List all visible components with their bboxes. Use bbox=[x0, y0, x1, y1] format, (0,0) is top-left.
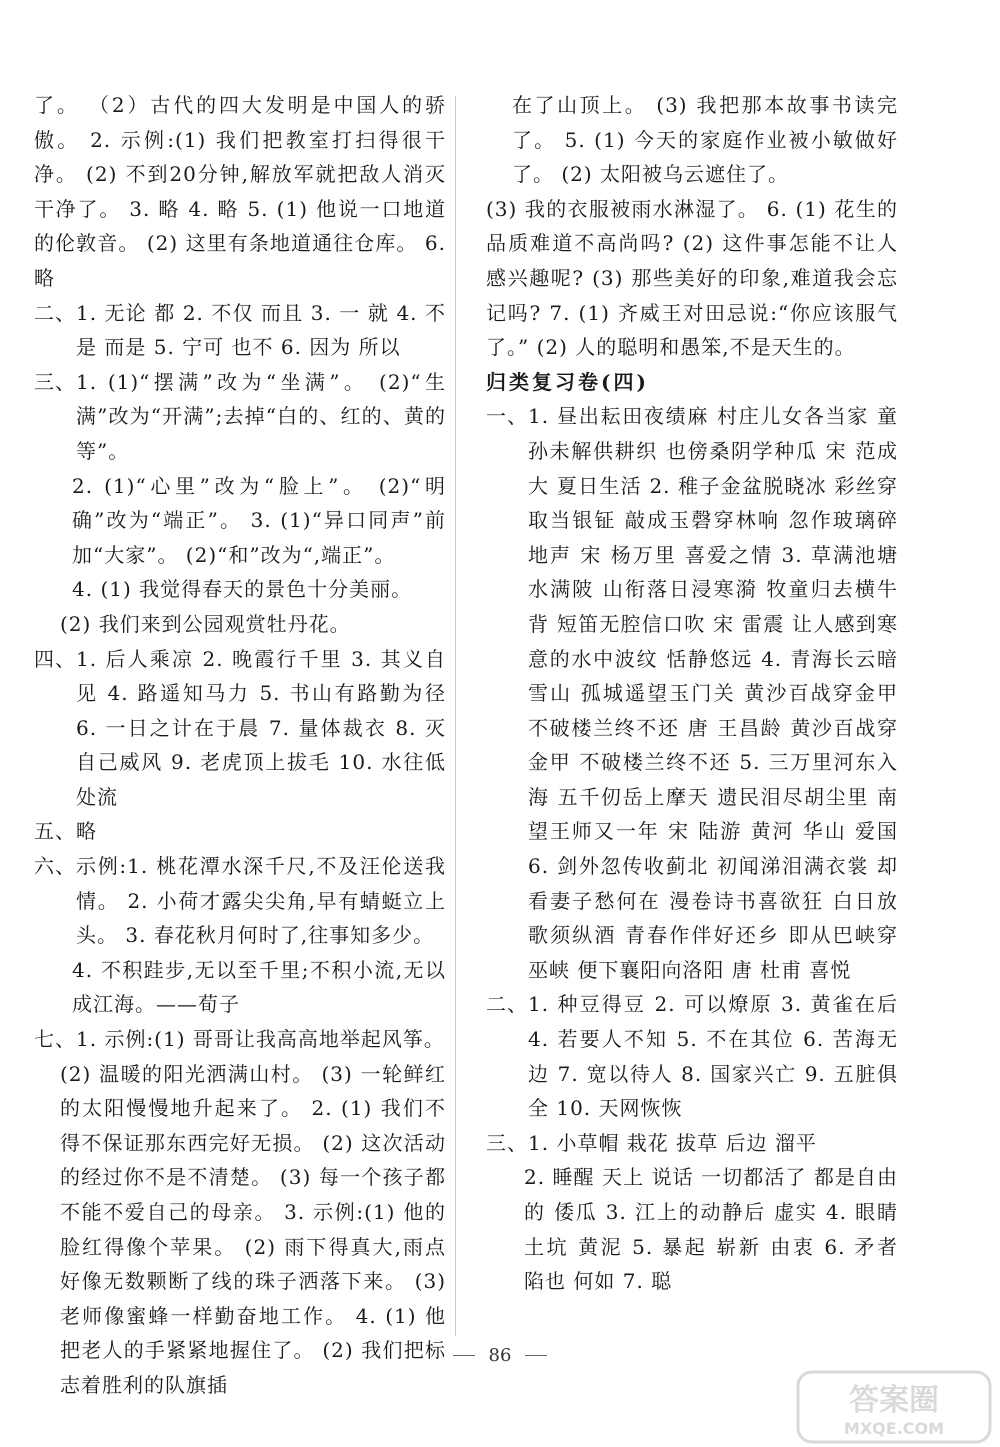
section-6 bbox=[34, 849, 446, 953]
section-6-marker: 六、 bbox=[34, 854, 76, 879]
section-4-text: 1. 后人乘凉 2. 晚霞行千里 3. 其义自见 4. 路遥知马力 5. 书山有路勤为径 6. 一日之计在于晨 7. 量体裁衣 8. 灭自己威风 9. 老虎顶上拔毛 10. 水往低处流 bbox=[76, 646, 446, 809]
section-7-part-2: (2) 温暖的阳光洒满山村。 (3) 一轮鲜红的太阳慢慢地升起来了。 2. (1) 我们不得不保证那东西完好无损。 (2) 这次活动的经过你不是不清楚。 (3) 每一个孩子都不能不爱自己的母亲。 3. 示例:(1) 他的脸红得像个苹果。 (2) 雨下得真大,雨点好像无数颗断了线的珠子洒落下来。 (3) 老师像蜜蜂一样勤奋地工作。 4. (1) 他把老人的手紧紧地握住了。 (2) 我们把标志着胜利的队旗插 bbox=[60, 1061, 446, 1397]
section-5-marker: 五、 bbox=[34, 819, 76, 844]
footer-dash-right bbox=[525, 1355, 547, 1356]
section-3-marker: 三、 bbox=[34, 369, 76, 394]
watermark-logo-icon bbox=[796, 1370, 992, 1444]
section-4 bbox=[34, 642, 446, 815]
review-section-1-marker: 一、 bbox=[486, 404, 528, 429]
watermark-text-main: 答案圈 bbox=[849, 1383, 939, 1418]
section-title: 归类复习卷(四) bbox=[486, 369, 649, 394]
review-section-2 bbox=[486, 987, 898, 1125]
section-3 bbox=[34, 365, 446, 469]
right-intro-part-2: (3) 我的衣服被雨水淋湿了。 6. (1) 花生的品质难道不高尚吗? (2) 这件事怎能不让人感兴趣呢? (3) 那些美好的印象,难道我会忘记吗? 7. (1) 齐威王对田忌说:“你应该服气了。” (2) 人的聪明和愚笨,不是天生的。 bbox=[486, 196, 898, 360]
section-3-text: 1. (1)“摆满”改为“坐满”。 (2)“生满”改为“开满”;去掉“白的、红的、黄的等”。 bbox=[76, 369, 446, 463]
review-section-3-part-2: 2. 睡醒 天上 说话 一切都活了 都是自由的 倭瓜 3. 江上的动静后 虚实 4. 眼睛 土坑 黄泥 5. 暴起 崭新 由衷 6. 矛者 陷也 何如 7. 聪 bbox=[524, 1165, 898, 1294]
watermark-logo bbox=[796, 1370, 992, 1444]
left-intro: 了。 （2）古代的四大发明是中国人的骄傲。 2. 示例:(1) 我们把教室打扫得很干净。 (2) 不到20分钟,解放军就把敌人消灭干净了。 3. 略 4. 略 5. (1) 他说一口地道的伦敦音。 (2) 这里有条地道通往仓库。 6. 略 bbox=[34, 93, 446, 290]
section-5 bbox=[34, 814, 446, 849]
section-2-text: 1. 无论 都 2. 不仅 而且 3. 一 就 4. 不是 而是 5. 宁可 也不 6. 因为 所以 bbox=[76, 300, 446, 360]
section-2-marker: 二、 bbox=[34, 300, 76, 325]
section-3-part-2: 2. (1)“心里”改为“脸上”。 (2)“明确”改为“端正”。 3. (1)“异口同声”前加“大家”。 (2)“和”改为“,端正”。 bbox=[72, 473, 446, 567]
column-divider bbox=[455, 96, 456, 1336]
section-7-marker: 七、 bbox=[34, 1027, 76, 1052]
section-6-text: 示例:1. 桃花潭水深千尺,不及汪伦送我情。 2. 小荷才露尖尖角,早有蜻蜓立上头。 3. 春花秋月何时了,往事知多少。 bbox=[76, 854, 446, 948]
page-footer bbox=[0, 1344, 1000, 1366]
right-intro: 在了山顶上。 (3) 我把那本故事书读完了。 5. (1) 今天的家庭作业被小敏做好了。 (2) 太阳被乌云遮住了。 bbox=[512, 93, 898, 187]
footer-dash-left bbox=[453, 1355, 475, 1356]
review-section-1 bbox=[486, 399, 898, 987]
page-number: 86 bbox=[488, 1344, 512, 1366]
right-column bbox=[486, 88, 898, 1299]
section-3-part-4: (2) 我们来到公园观赏牡丹花。 bbox=[60, 611, 351, 636]
left-column bbox=[34, 88, 446, 1403]
section-4-marker: 四、 bbox=[34, 646, 76, 671]
review-section-3 bbox=[486, 1126, 898, 1161]
review-section-3-text: 1. 小草帽 栽花 拔草 后边 溜平 bbox=[528, 1130, 817, 1155]
section-7 bbox=[34, 1022, 446, 1057]
review-section-1-text: 1. 昼出耘田夜绩麻 村庄儿女各当家 童孙未解供耕织 也傍桑阴学种瓜 宋 范成大 夏日生活 2. 稚子金盆脱晓冰 彩丝穿取当银钲 敲成玉磬穿林响 忽作玻璃碎地声 宋 杨万里 喜爱之情 3. 草满池塘水满陂 山衔落日浸寒漪 牧童归去横牛背 短笛无腔信口吹 宋 雷震 让人感到寒意的水中波纹 恬静悠远 4. 青海长云暗雪山 孤城遥望玉门关 黄沙百战穿金甲 不破楼兰终不还 唐 王昌龄 黄沙百战穿金甲 不破楼兰终不还 5. 三万里河东入海 五千仞岳上摩天 遗民泪尽胡尘里 南望王师又一年 宋 陆游 黄河 华山 爱国 6. 剑外忽传收蓟北 初闻涕泪满衣裳 却看妻子愁何在 漫卷诗书喜欲狂 白日放歌须纵酒 青春作伴好还乡 即从巴峡穿巫峡 便下襄阳向洛阳 唐 杜甫 喜悦 bbox=[528, 404, 898, 982]
review-section-3-marker: 三、 bbox=[486, 1130, 528, 1155]
section-5-text: 略 bbox=[76, 819, 97, 844]
section-3-part-3: 4. (1) 我觉得春天的景色十分美丽。 bbox=[72, 577, 413, 602]
watermark-text-url: MXQE.COM bbox=[843, 1419, 945, 1438]
section-2 bbox=[34, 296, 446, 365]
section-6-part-2: 4. 不积跬步,无以至千里;不积小流,无以成江海。——荀子 bbox=[72, 957, 446, 1017]
review-section-2-marker: 二、 bbox=[486, 992, 528, 1017]
section-7-text: 1. 示例:(1) 哥哥让我高高地举起风筝。 bbox=[76, 1027, 445, 1052]
review-section-2-text: 1. 种豆得豆 2. 可以燎原 3. 黄雀在后 4. 若要人不知 5. 不在其位 6. 苦海无边 7. 宽以待人 8. 国家兴亡 9. 五脏俱全 10. 天网恢恢 bbox=[528, 992, 898, 1121]
